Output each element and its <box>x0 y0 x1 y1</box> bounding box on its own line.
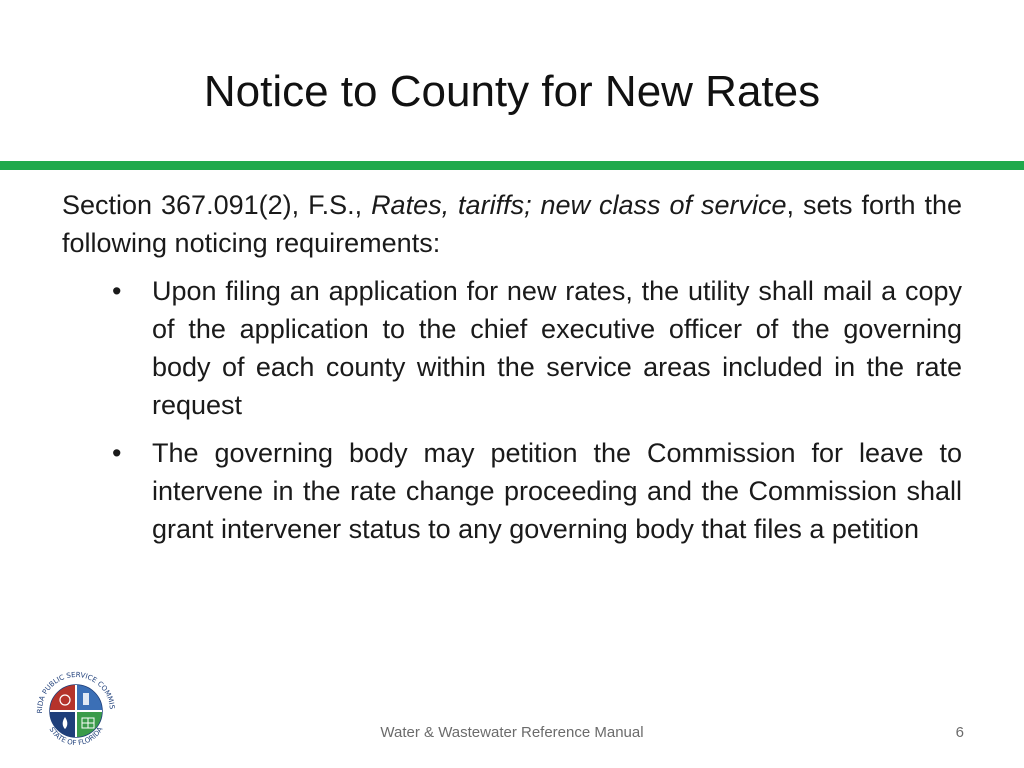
florida-psc-seal-icon <box>30 665 122 757</box>
bullet-list <box>62 272 962 548</box>
bullet-icon: • <box>112 276 122 306</box>
intro-suffix: , sets forth the following noticing requirements: <box>62 190 962 258</box>
slide-title: Notice to County for New Rates <box>203 67 821 116</box>
footer-manual-title: Water & Wastewater Reference Manual <box>380 724 644 741</box>
bullet-icon: • <box>112 438 122 468</box>
page-number: 6 <box>955 724 964 741</box>
slide-body <box>62 186 962 558</box>
title-divider <box>0 161 1024 170</box>
seal-bottom-text: STATE OF FLORIDA <box>47 725 105 748</box>
intro-prefix: Section 367.091(2), F.S., <box>62 190 372 220</box>
bullet-item <box>112 434 962 548</box>
bullet-text: The governing body may petition the Commission for leave to intervene in the rate change proceeding and the Commission shall grant intervener status to any governing body that files a petition <box>152 438 962 544</box>
intro-statute-title: Rates, tariffs; new class of service <box>371 190 787 220</box>
bullet-text: Upon filing an application for new rates, the utility shall mail a copy of the application to the chief executive officer of the governing body of each county within the service areas included in the rate request <box>152 276 962 420</box>
intro-paragraph <box>62 186 962 262</box>
seal-graphic <box>30 665 122 757</box>
bullet-item <box>112 272 962 424</box>
seal-top-text: RIDA PUBLIC SERVICE COMMIS <box>35 670 116 714</box>
